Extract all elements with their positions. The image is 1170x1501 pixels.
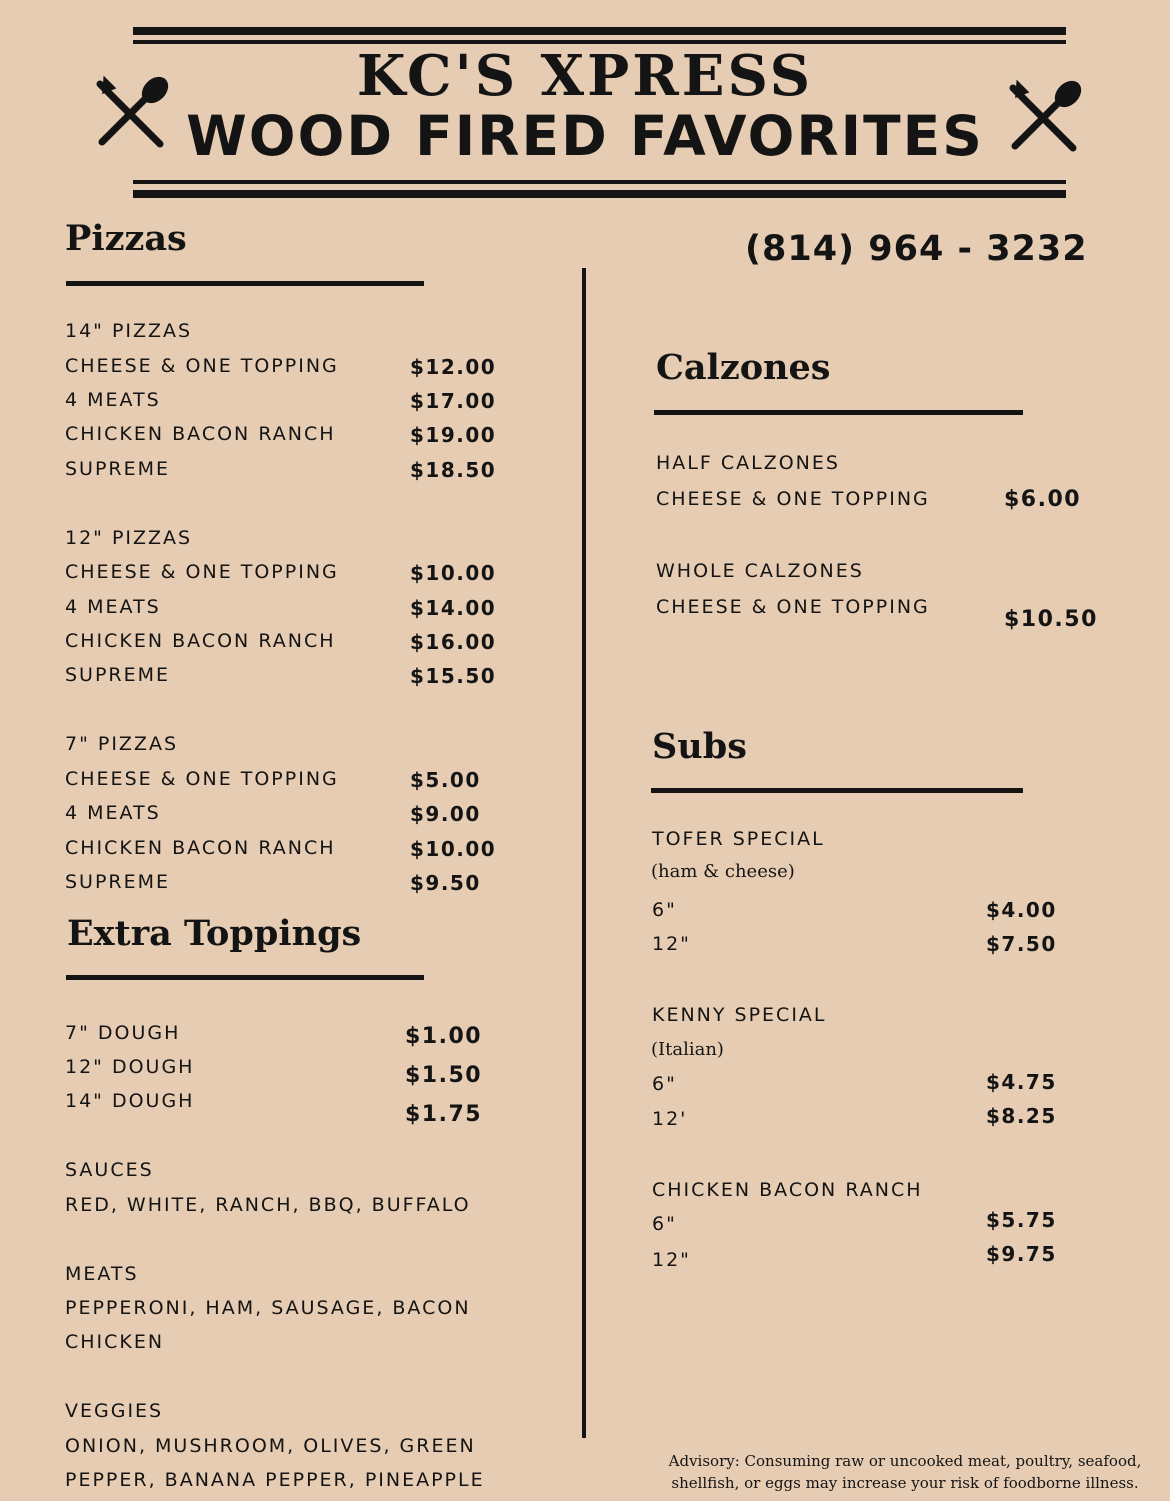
menu-item-price: $9.00 xyxy=(410,802,481,826)
menu-item-price: $9.50 xyxy=(410,871,481,895)
menu-item-price: $15.50 xyxy=(410,664,497,688)
pizza-group-14-label: 14" PIZZAS xyxy=(65,320,193,342)
menu-item-name: CHEESE & ONE TOPPING xyxy=(656,596,930,618)
pizza-group-7-label: 7" PIZZAS xyxy=(65,733,179,755)
section-rule-subs xyxy=(651,788,1023,793)
sub-price: $7.50 xyxy=(986,932,1057,956)
meats-list: PEPPERONI, HAM, SAUSAGE, BACON xyxy=(65,1297,471,1319)
header-top-rule-thick xyxy=(133,27,1066,35)
menu-item-name: 4 MEATS xyxy=(65,596,161,618)
dough-item-name: 7" DOUGH xyxy=(65,1022,181,1044)
menu-item-name: CHEESE & ONE TOPPING xyxy=(656,488,930,510)
sauces-list: RED, WHITE, RANCH, BBQ, BUFFALO xyxy=(65,1194,471,1216)
restaurant-tagline: WOOD FIRED FAVORITES xyxy=(186,104,984,168)
sub-item-note: (ham & cheese) xyxy=(651,861,795,882)
menu-item-name: 4 MEATS xyxy=(65,802,161,824)
sub-item-name: CHICKEN BACON RANCH xyxy=(652,1179,923,1201)
sauces-label: SAUCES xyxy=(65,1159,154,1181)
menu-item-price: $19.00 xyxy=(410,423,497,447)
menu-item-price: $17.00 xyxy=(410,389,497,413)
sub-item-name: KENNY SPECIAL xyxy=(652,1004,827,1026)
food-safety-advisory xyxy=(640,1450,1170,1494)
section-heading-pizzas: Pizzas xyxy=(65,218,187,259)
menu-item-price: $10.00 xyxy=(410,561,497,585)
menu-item-name: CHEESE & ONE TOPPING xyxy=(65,561,339,583)
sub-item-name: TOFER SPECIAL xyxy=(652,828,825,850)
sub-size: 12" xyxy=(652,933,691,955)
sub-price: $5.75 xyxy=(986,1208,1057,1232)
meats-label: MEATS xyxy=(65,1263,139,1285)
dough-item-price: $1.00 xyxy=(405,1024,483,1049)
menu-item-name: SUPREME xyxy=(65,871,171,893)
half-calzones-label: HALF CALZONES xyxy=(656,452,840,474)
menu-item-price: $18.50 xyxy=(410,458,497,482)
section-heading-calzones: Calzones xyxy=(656,347,831,388)
menu-item-price: $14.00 xyxy=(410,596,497,620)
phone-number[interactable]: (814) 964 - 3232 xyxy=(745,229,1088,269)
veggies-label: VEGGIES xyxy=(65,1400,164,1422)
column-divider xyxy=(582,268,586,1438)
sub-size: 12" xyxy=(652,1249,691,1271)
section-rule-pizzas xyxy=(66,281,424,286)
sub-size: 12' xyxy=(652,1108,688,1130)
menu-item-name: 4 MEATS xyxy=(65,389,161,411)
sub-size: 6" xyxy=(652,1073,677,1095)
sub-price: $9.75 xyxy=(986,1242,1057,1266)
restaurant-name: KC'S XPRESS xyxy=(356,43,814,109)
section-rule-extra-toppings xyxy=(66,975,424,980)
header-bottom-rule-thick xyxy=(133,190,1066,198)
advisory-line: shellfish, or eggs may increase your risk of foodborne illness. xyxy=(671,1474,1139,1492)
veggies-list: ONION, MUSHROOM, OLIVES, GREEN xyxy=(65,1435,476,1457)
pizza-group-12-label: 12" PIZZAS xyxy=(65,527,193,549)
dough-item-price: $1.75 xyxy=(405,1102,483,1127)
header-bottom-rule-thin xyxy=(133,180,1066,184)
sub-price: $4.00 xyxy=(986,898,1057,922)
sub-size: 6" xyxy=(652,899,677,921)
menu-item-name: CHICKEN BACON RANCH xyxy=(65,630,336,652)
meats-list: CHICKEN xyxy=(65,1331,165,1353)
dough-item-name: 12" DOUGH xyxy=(65,1056,195,1078)
sub-item-note: (Italian) xyxy=(651,1039,724,1060)
dough-item-price: $1.50 xyxy=(405,1063,483,1088)
menu-item-price: $10.50 xyxy=(1004,607,1098,632)
whole-calzones-label: WHOLE CALZONES xyxy=(656,560,864,582)
menu-item-name: SUPREME xyxy=(65,664,171,686)
menu-item-name: CHICKEN BACON RANCH xyxy=(65,837,336,859)
section-rule-calzones xyxy=(654,410,1023,415)
menu-item-name: CHEESE & ONE TOPPING xyxy=(65,768,339,790)
menu-item-price: $16.00 xyxy=(410,630,497,654)
section-heading-subs: Subs xyxy=(652,726,747,767)
menu-item-name: CHEESE & ONE TOPPING xyxy=(65,355,339,377)
section-heading-extra-toppings: Extra Toppings xyxy=(67,913,362,954)
sub-price: $8.25 xyxy=(986,1104,1057,1128)
veggies-list: PEPPER, BANANA PEPPER, PINEAPPLE xyxy=(65,1469,485,1491)
menu-item-price: $12.00 xyxy=(410,355,497,379)
dough-item-name: 14" DOUGH xyxy=(65,1090,195,1112)
sub-size: 6" xyxy=(652,1213,677,1235)
menu-item-price: $6.00 xyxy=(1004,487,1082,512)
menu-item-price: $10.00 xyxy=(410,837,497,861)
menu-item-name: SUPREME xyxy=(65,458,171,480)
sub-price: $4.75 xyxy=(986,1070,1057,1094)
menu-item-name: CHICKEN BACON RANCH xyxy=(65,423,336,445)
menu-item-price: $5.00 xyxy=(410,768,481,792)
advisory-line: Advisory: Consuming raw or uncooked meat, poultry, seafood, xyxy=(668,1452,1142,1470)
